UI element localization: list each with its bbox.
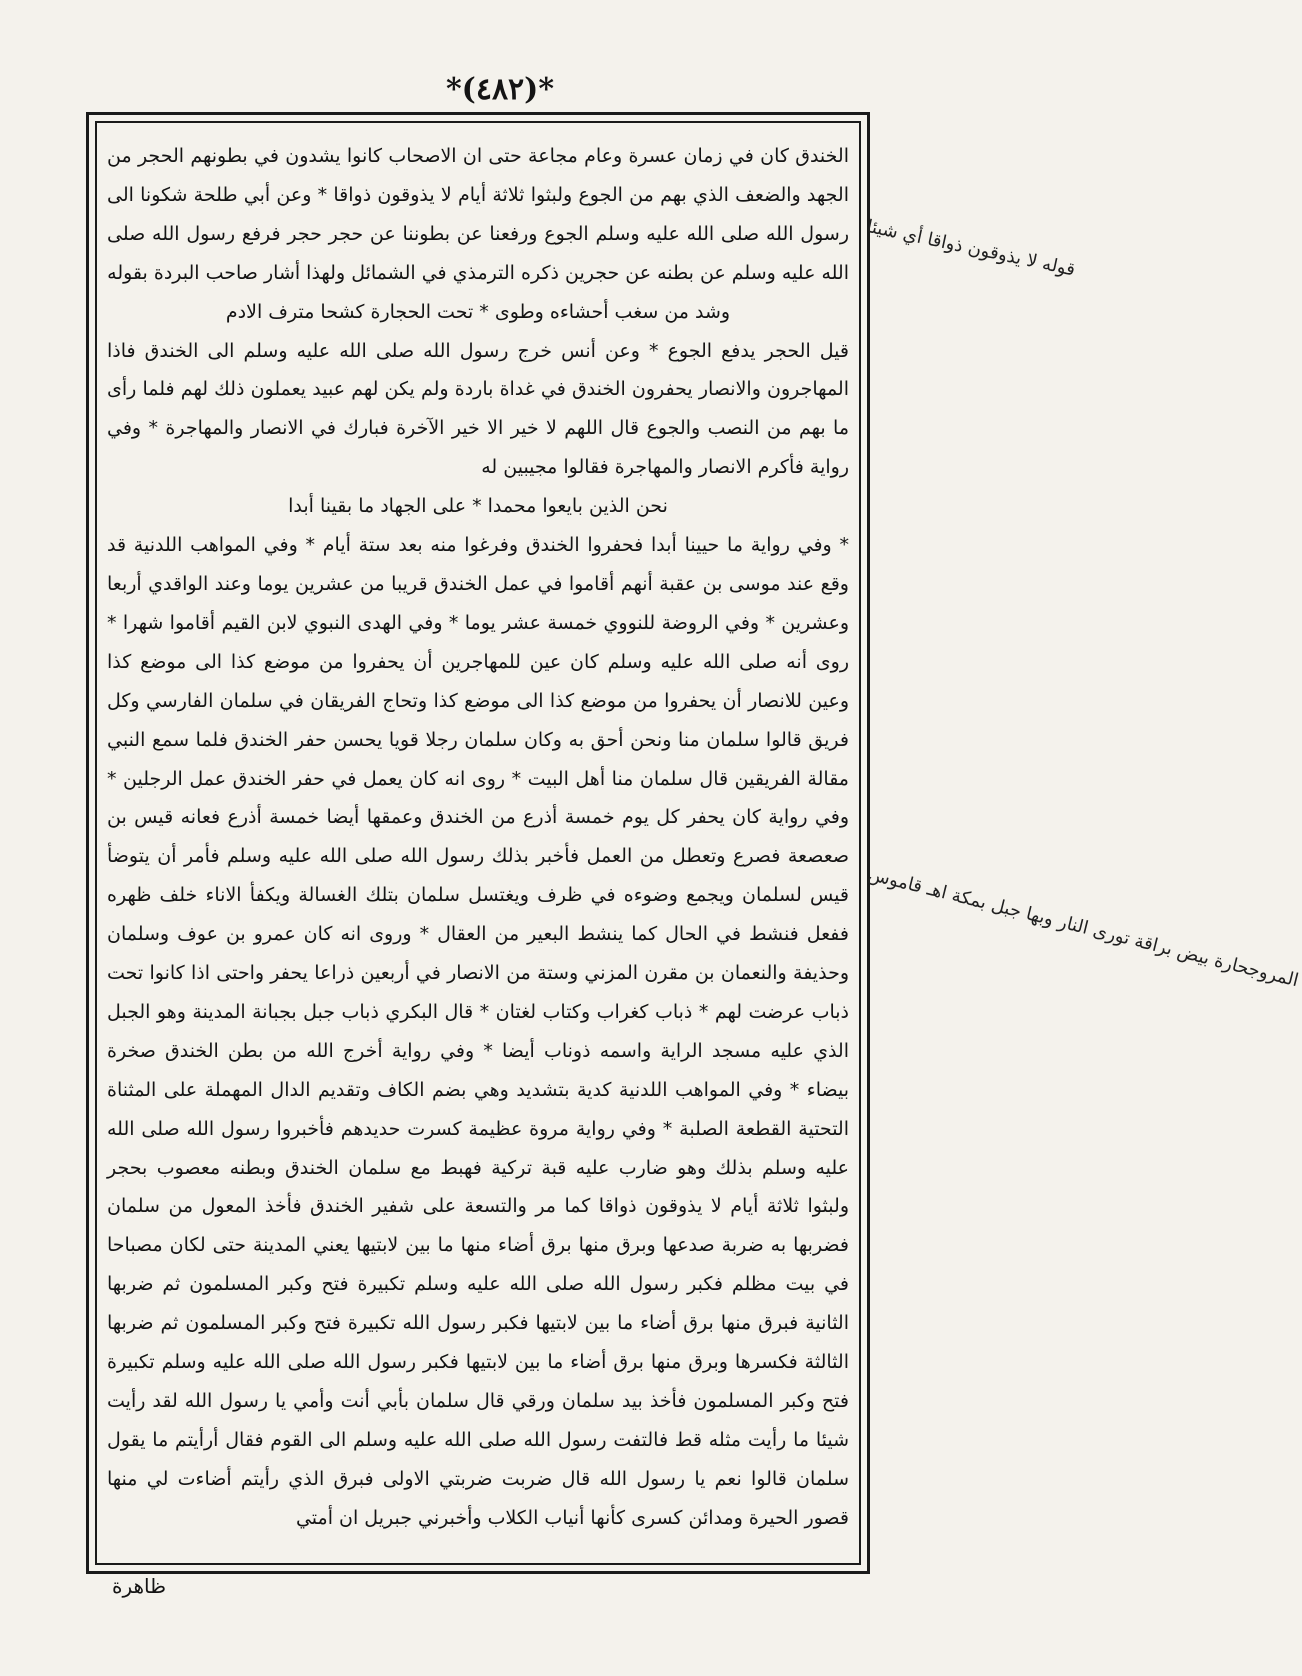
- verse-2: نحن الذين بايعوا محمدا * على الجهاد ما بقينا أبدا: [288, 495, 668, 518]
- text-frame: [86, 112, 870, 1574]
- text-frame-inner: [95, 121, 861, 1565]
- catchword: ظاهرة: [112, 1574, 167, 1598]
- margin-note-2: المروجحارة بيض براقة تورى النار وبها جبل بمكة اهـ قاموس: [865, 863, 1301, 992]
- paragraph-2: قيل الحجر يدفع الجوع * وعن أنس خرج رسول الله صلى الله عليه وسلم الى الخندق فاذا المهاجرون والانصار يحفرون الخندق في غداة باردة ولم يكن لهم عبيد يعملون ذلك لهم فلما رأى ما بهم من النصب والجوع قال اللهم لا خير الا خير الآخرة فبارك في الانصار والمهاجرة * وفي رواية فأكرم الانصار والمهاجرة فقالوا مجيبين له: [107, 339, 849, 479]
- page-number: *(٤٨٢)*: [445, 72, 555, 107]
- paragraph-3: * وفي رواية ما حيينا أبدا فحفروا الخندق وفرغوا منه بعد ستة أيام * وفي المواهب اللدنية قد وقع عند موسى بن عقبة أنهم أقاموا في عمل الخندق قريبا من عشرين يوما وعند الواقدي أربعا وعشرين * وفي الروضة للنووي خمسة عشر يوما * وفي الهدى النبوي لابن القيم أقاموا شهرا * روى أنه صلى الله عليه وسلم كان عين للمهاجرين أن يحفروا من موضع كذا الى موضع كذا وعين للانصار أن يحفروا من موضع كذا الى موضع كذا وتحاج الفريقان في سلمان الفارسي وكل فريق قالوا سلمان منا ونحن أحق به وكان سلمان رجلا قويا يحسن حفر الخندق فلما سمع النبي مقالة الفريقين قال سلمان منا أهل البيت * روى انه كان يعمل في حفر الخندق عمل الرجلين * وفي رواية كان يحفر كل يوم خمسة أذرع من الخندق وعمقها أيضا خمسة أذرع فعانه قيس بن صعصعة فصرع وتعطل من العمل فأخبر بذلك رسول الله صلى الله عليه وسلم فأمر أن يتوضأ قيس لسلمان ويجمع وضوءه في ظرف ويغتسل سلمان بتلك الغسالة ويكفأ الاناء خلف ظهره ففعل فنشط في الحال كما ينشط البعير من العقال * وروى انه كان عمرو بن عوف وسلمان وحذيفة والنعمان بن مقرن المزني وستة من الانصار في أربعين ذراعا يحفر واحتى اذا كانوا تحت ذباب عرضت لهم * ذباب كغراب وكتاب لغتان * قال البكري ذباب جبل بجبانة المدينة وهو الجبل الذي عليه مسجد الراية واسمه ذوناب أيضا * وفي رواية أخرج الله من بطن الخندق صخرة بيضاء * وفي المواهب اللدنية كدية بتشديد وهي بضم الكاف وتقديم الدال المهملة على المثناة التحتية القطعة الصلبة * وفي رواية مروة عظيمة كسرت حديدهم فأخبروا رسول الله صلى الله عليه وسلم بذلك وهو ضارب عليه قبة تركية فهبط مع سلمان الخندق وبطنه معصوب بحجر ولبثوا ثلاثة أيام لا يذوقون ذواقا كما مر والتسعة على شفير الخندق فأخذ المعول من سلمان فضربها به ضربة صدعها وبرق منها برق أضاء منها ما بين لابتيها يعني المدينة حتى لكان مصباحا في بيت مظلم فكبر رسول الله صلى الله عليه وسلم تكبيرة فتح وكبر المسلمون ثم ضربها الثانية فبرق منها برق أضاء ما بين لابتيها فكبر رسول الله تكبيرة فتح وكبر المسلمون ثم ضربها الثالثة فكسرها وبرق منها برق أضاء ما بين لابتيها فكبر رسول الله صلى الله عليه وسلم تكبيرة فتح وكبر المسلمون فأخذ بيد سلمان ورقي قال سلمان بأبي أنت وأمي يا رسول الله لقد رأيت شيئا ما رأيت مثله قط فالتفت رسول الله صلى الله عليه وسلم الى القوم فقال أرأيتم ما يقول سلمان قالوا نعم يا رسول الله قال ضربت ضربتي الاولى فبرق الذي رأيتم أضاءت لي منها قصور الحيرة ومدائن كسرى كأنها أنياب الكلاب وأخبرني جبريل ان أمتي: [107, 534, 849, 1529]
- margin-note-1: قوله لا يذوقون ذواقا أي شيئا: [864, 215, 1078, 281]
- paragraph-1: الخندق كان في زمان عسرة وعام مجاعة حتى ان الاصحاب كانوا يشدون في بطونهم الحجر من الجهد والضعف الذي بهم من الجوع ولبثوا ثلاثة أيام لا يذوقون ذواقا * وعن أبي طلحة شكونا الى رسول الله صلى الله عليه وسلم الجوع ورفعنا عن بطوننا عن حجر حجر فرفع رسول الله صلى الله عليه وسلم عن بطنه عن حجرين ذكره الترمذي في الشمائل ولهذا أشار صاحب البردة بقوله: [107, 145, 849, 284]
- main-text: [107, 137, 849, 1553]
- verse-1: وشد من سغب أحشاءه وطوى * تحت الحجارة كشحا مترف الادم: [225, 300, 731, 323]
